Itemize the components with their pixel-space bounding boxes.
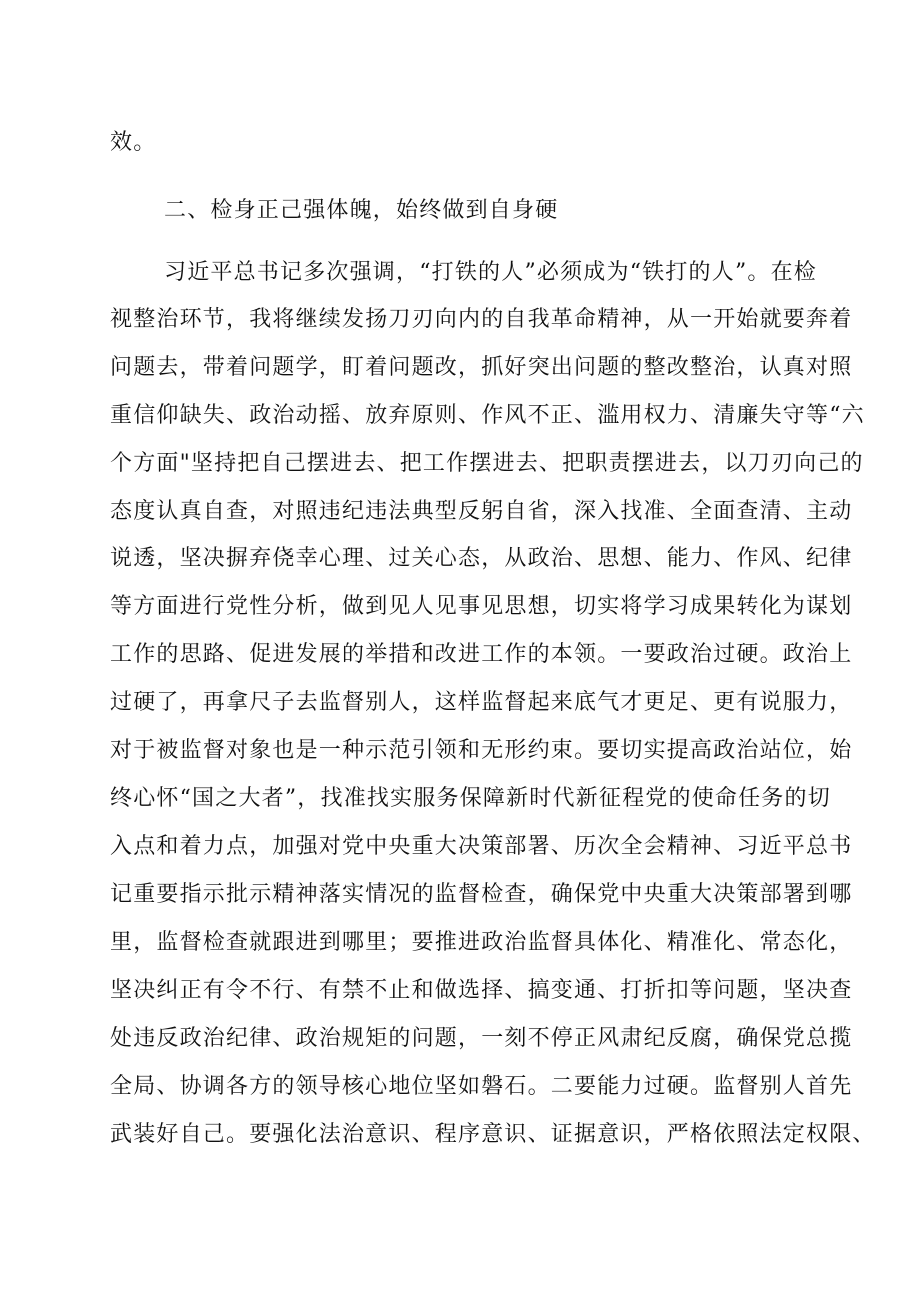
text-line-12: 过硬了，再拿尺子去监督别人，这样监督起来底气才更足、更有说服力，	[110, 690, 853, 715]
text-line-8: 态度认真自查，对照违纪违法典型反躬自省，深入找准、全面查清、主动	[110, 499, 853, 524]
section-heading: 二、检身正己强体魄，始终做到自身硬	[164, 198, 559, 223]
text-line-18: 坚决纠正有令不行、有禁不止和做选择、搞变通、打折扣等问题，坚决查	[110, 978, 853, 1003]
text-line-3: 习近平总书记多次强调，“打铁的人”必须成为“铁打的人”。在检	[164, 260, 817, 285]
text-line-14: 终心怀“国之大者”，找准找实服务保障新时代新征程党的使命任务的切	[110, 786, 831, 811]
text-line-19: 处违反政治纪律、政治规矩的问题，一刻不停正风肃纪反腐，确保党总揽	[110, 1026, 853, 1051]
text-line-9: 说透，坚决摒弃侥幸心理、过关心态，从政治、思想、能力、作风、纪律	[110, 546, 853, 571]
text-line-15: 入点和着力点，加强对党中央重大决策部署、历次全会精神、习近平总书	[110, 834, 853, 859]
text-line-6: 重信仰缺失、政治动摇、放弃原则、作风不正、滥用权力、清廉失守等“六	[110, 403, 865, 428]
text-line-1: 效。	[110, 130, 157, 155]
text-line-13: 对于被监督对象也是一种示范引领和无形约束。要切实提高政治站位，始	[110, 738, 853, 763]
text-line-4: 视整治环节，我将继续发扬刀刃向内的自我革命精神，从一开始就要奔着	[110, 307, 853, 332]
text-line-16: 记重要指示批示精神落实情况的监督检查，确保党中央重大决策部署到哪	[110, 882, 853, 907]
text-line-21: 武装好自己。要强化法治意识、程序意识、证据意识，严格依照法定权限、	[110, 1122, 876, 1147]
text-line-5: 问题去，带着问题学，盯着问题改，抓好突出问题的整改整治，认真对照	[110, 355, 853, 380]
text-line-10: 等方面进行党性分析，做到见人见事见思想，切实将学习成果转化为谋划	[110, 594, 853, 619]
text-line-17: 里，监督检查就跟进到哪里；要推进政治监督具体化、精准化、常态化，	[110, 930, 853, 955]
text-line-11: 工作的思路、促进发展的举措和改进工作的本领。一要政治过硬。政治上	[110, 642, 853, 667]
text-line-20: 全局、协调各方的领导核心地位坚如磐石。二要能力过硬。监督别人首先	[110, 1074, 853, 1099]
text-line-7: 个方面"坚持把自己摆进去、把工作摆进去、把职责摆进去，以刀刃向己的	[110, 451, 864, 476]
